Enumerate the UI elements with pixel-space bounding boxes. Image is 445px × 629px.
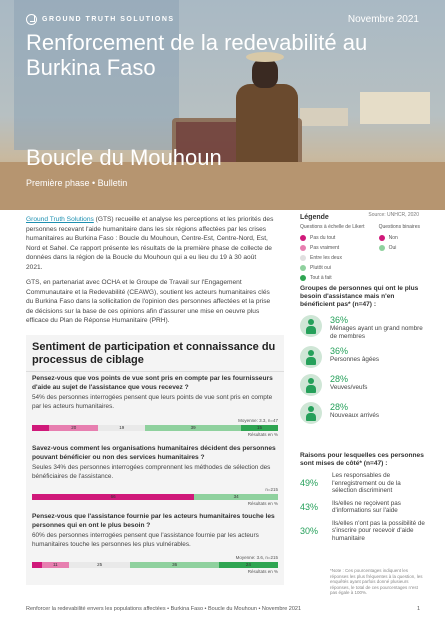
footnote: *Note : Ces pourcentages indiquent les réponses les plus fréquentes à la question, les enquêtés ayant parfois donné plusieurs réponses, le total de ces pourcentages n'est pas égale à 100%. — [330, 568, 423, 595]
groups-title: Groupes de personnes qui ont le plus besoin d'assistance mais n'en bénéficient pas* (n=47) : — [300, 285, 419, 308]
section-title: Sentiment de participation et connaissance du processus de ciblage — [26, 335, 284, 372]
phase-label: Première phase • Bulletin — [26, 178, 128, 188]
bar-segment: 19 — [98, 425, 145, 431]
reason-item: 43% Ils/elles ne reçoivent pas d'informations sur l'aide — [300, 499, 401, 514]
bar-segment — [32, 425, 49, 431]
widow-icon — [300, 374, 322, 396]
intro-text: Ground Truth Solutions (GTS) recueille et analyse les perceptions et les priorités des personnes recevant l'aide humanitaire dans les six régions affectées par les crises humanitaires au Burkina Faso : Boucle du Mouhoun, Centre-Est, Centre-Nord, Est, Nord et Sahel. Ce rapport présente les résultats de la première phase de collecte de données dans la région de la Boucle du Mouhoun qui a eu lieu du 19 à 30 août 2021. GTS, en partenariat avec OCHA et le Groupe de Travail sur l'Engagement Communautaire et la Redevabilité (CEAWG), soutient les acteurs humanitaires clés du Burkina Faso dans la sollicitation de l'opinion des personnes affectées et la prise de décisions sur la base de ces opinions afin d'assurer une mise en oeuvre plus efficace du Plan de Réponse Humanitaire (PRH). — [26, 216, 274, 324]
likert-bar — [32, 562, 278, 568]
footer-text: Renforcer la redevabilité envers les populations affectées • Burkina Faso • Boucle du Mouhoun • Novembre 2021 — [26, 606, 302, 612]
photo-credit: Source: UNHCR, 2020 — [368, 212, 419, 218]
legend-dot — [300, 265, 306, 271]
bar-segment: 25 — [69, 562, 131, 568]
groups-panel — [300, 285, 425, 430]
legend-dot — [300, 245, 306, 251]
bar-segment: 24 — [219, 562, 278, 568]
page-subtitle: Boucle du Mouhoun — [26, 145, 222, 170]
stat-item: 36% Ménages ayant un grand nombre de membres — [300, 315, 425, 340]
intro-paragraph-2: GTS, en partenariat avec OCHA et le Groupe de Travail sur l'Engagement Communautaire et la Redevabilité (CEAWG), soutient les acteurs humanitaires clés du Burkina Faso dans la sollicitation de l'opinion des personnes affectées et la prise de décisions sur la base de ces opinions afin d'assurer une mise en oeuvre plus efficace du Plan de Réponse Humanitaire (PRH). — [26, 279, 271, 324]
legend-title: Légende — [300, 214, 329, 221]
bar-segment: 11 — [42, 562, 69, 568]
photo-tent — [360, 92, 430, 124]
legend-dot — [300, 235, 306, 241]
legend: Légende Questions à échelle de Likert Pas du tout Pas vraiment Entre les deux Plutôt oui Tout à fait Questions binaires Non Oui — [300, 214, 420, 281]
stat-item: 36% Personnes âgées — [300, 346, 425, 368]
bar-segment: 39 — [145, 425, 241, 431]
report-date: Novembre 2021 — [347, 14, 419, 25]
legend-dot — [379, 245, 385, 251]
org-logo — [26, 14, 175, 25]
gts-link[interactable]: Ground Truth Solutions — [26, 216, 94, 223]
bar-segment: 34 — [194, 494, 278, 500]
legend-dot — [300, 275, 306, 281]
question-block: Savez-vous comment les organisations humanitaires décident des personnes pouvant bénéficier ou non des services humanitaires ? Seules 34% des personnes interrogées comprennent les méthodes de sélection des bénéficiaires de l'assistance. — [32, 445, 276, 480]
legend-dot — [300, 255, 306, 261]
stat-item: 28% Veuves/veufs — [300, 374, 425, 396]
bar-segment — [32, 562, 42, 568]
reasons-panel — [300, 452, 425, 547]
page-title: Renforcement de la redevabilité au Burkina Faso — [26, 30, 368, 80]
bar-segment: 15 — [241, 425, 278, 431]
photo-tent — [300, 108, 348, 126]
newcomer-icon — [300, 402, 322, 424]
bar-segment: 20 — [49, 425, 98, 431]
bar-segment: 66 — [32, 494, 194, 500]
stat-item: 28% Nouveaux arrivés — [300, 402, 425, 424]
legend-dot — [379, 235, 385, 241]
gts-logo-icon — [26, 14, 37, 25]
elderly-icon — [300, 346, 322, 368]
org-name: GROUND TRUTH SOLUTIONS — [42, 16, 175, 23]
bar-segment: 36 — [130, 562, 219, 568]
question-block: Pensez-vous que l'assistance fournie par les acteurs humanitaires touche les personnes qui en ont le plus besoin ? 60% des personnes interrogées pensent que l'assistance fournie par les acteurs humanitaires touche les personnes les plus vulnérables. — [32, 513, 275, 548]
question-block: Pensez-vous que vos points de vue sont pris en compte par les fournisseurs d'aide au sujet de l'assistance que vous recevez ? 54% des personnes interrogées pensent que leurs points de vue sont pris en compte par les acteurs humanitaires. — [32, 375, 273, 410]
binary-bar — [32, 494, 278, 500]
likert-bar — [32, 425, 278, 431]
page-footer — [26, 606, 420, 612]
family-icon — [300, 315, 322, 337]
page-number: 1 — [416, 606, 420, 612]
participation-section: Sentiment de participation et connaissance du processus de ciblage Pensez-vous que vos points de vue sont pris en compte par les fournisseurs d'aide au sujet de l'assistance que vous recevez ? 54% des personnes interrogées pensent que leurs points de vue sont pris en compte par les acteurs humanitaires. Moyenne: 3.3, n=47 20 19 39 15 Résultats en % Savez-vous comment les organisations humanitaires décident des personnes pouvant bénéficier ou non des services humanitaires ? Seules 34% des personnes interrogées comprennent les méthodes de sélection des bénéficiaires de l'assistance. n=215 66 34 Résultats en % Pensez-vous que l'assistance fournie par les acteurs humanitaires touche les personnes qui en ont le plus besoin ? 60% des personnes interrogées pensent que l'assistance fournie par les acteurs humanitaires touche les personnes les plus vulnérables. Moyenne: 3.6, n=215 11 25 36 24 Résultats en % — [26, 335, 284, 585]
reason-item: 49% Les responsables de l'enregistrement ou de la sélection discriminent — [300, 472, 401, 494]
reason-item: 30% Ils/elles n'ont pas la possibilité de s'inscrire pour recevoir d'aide humanitaire — [300, 519, 425, 542]
reasons-title: Raisons pour lesquelles ces personnes sont mises de côté* (n=47) : — [300, 452, 424, 467]
